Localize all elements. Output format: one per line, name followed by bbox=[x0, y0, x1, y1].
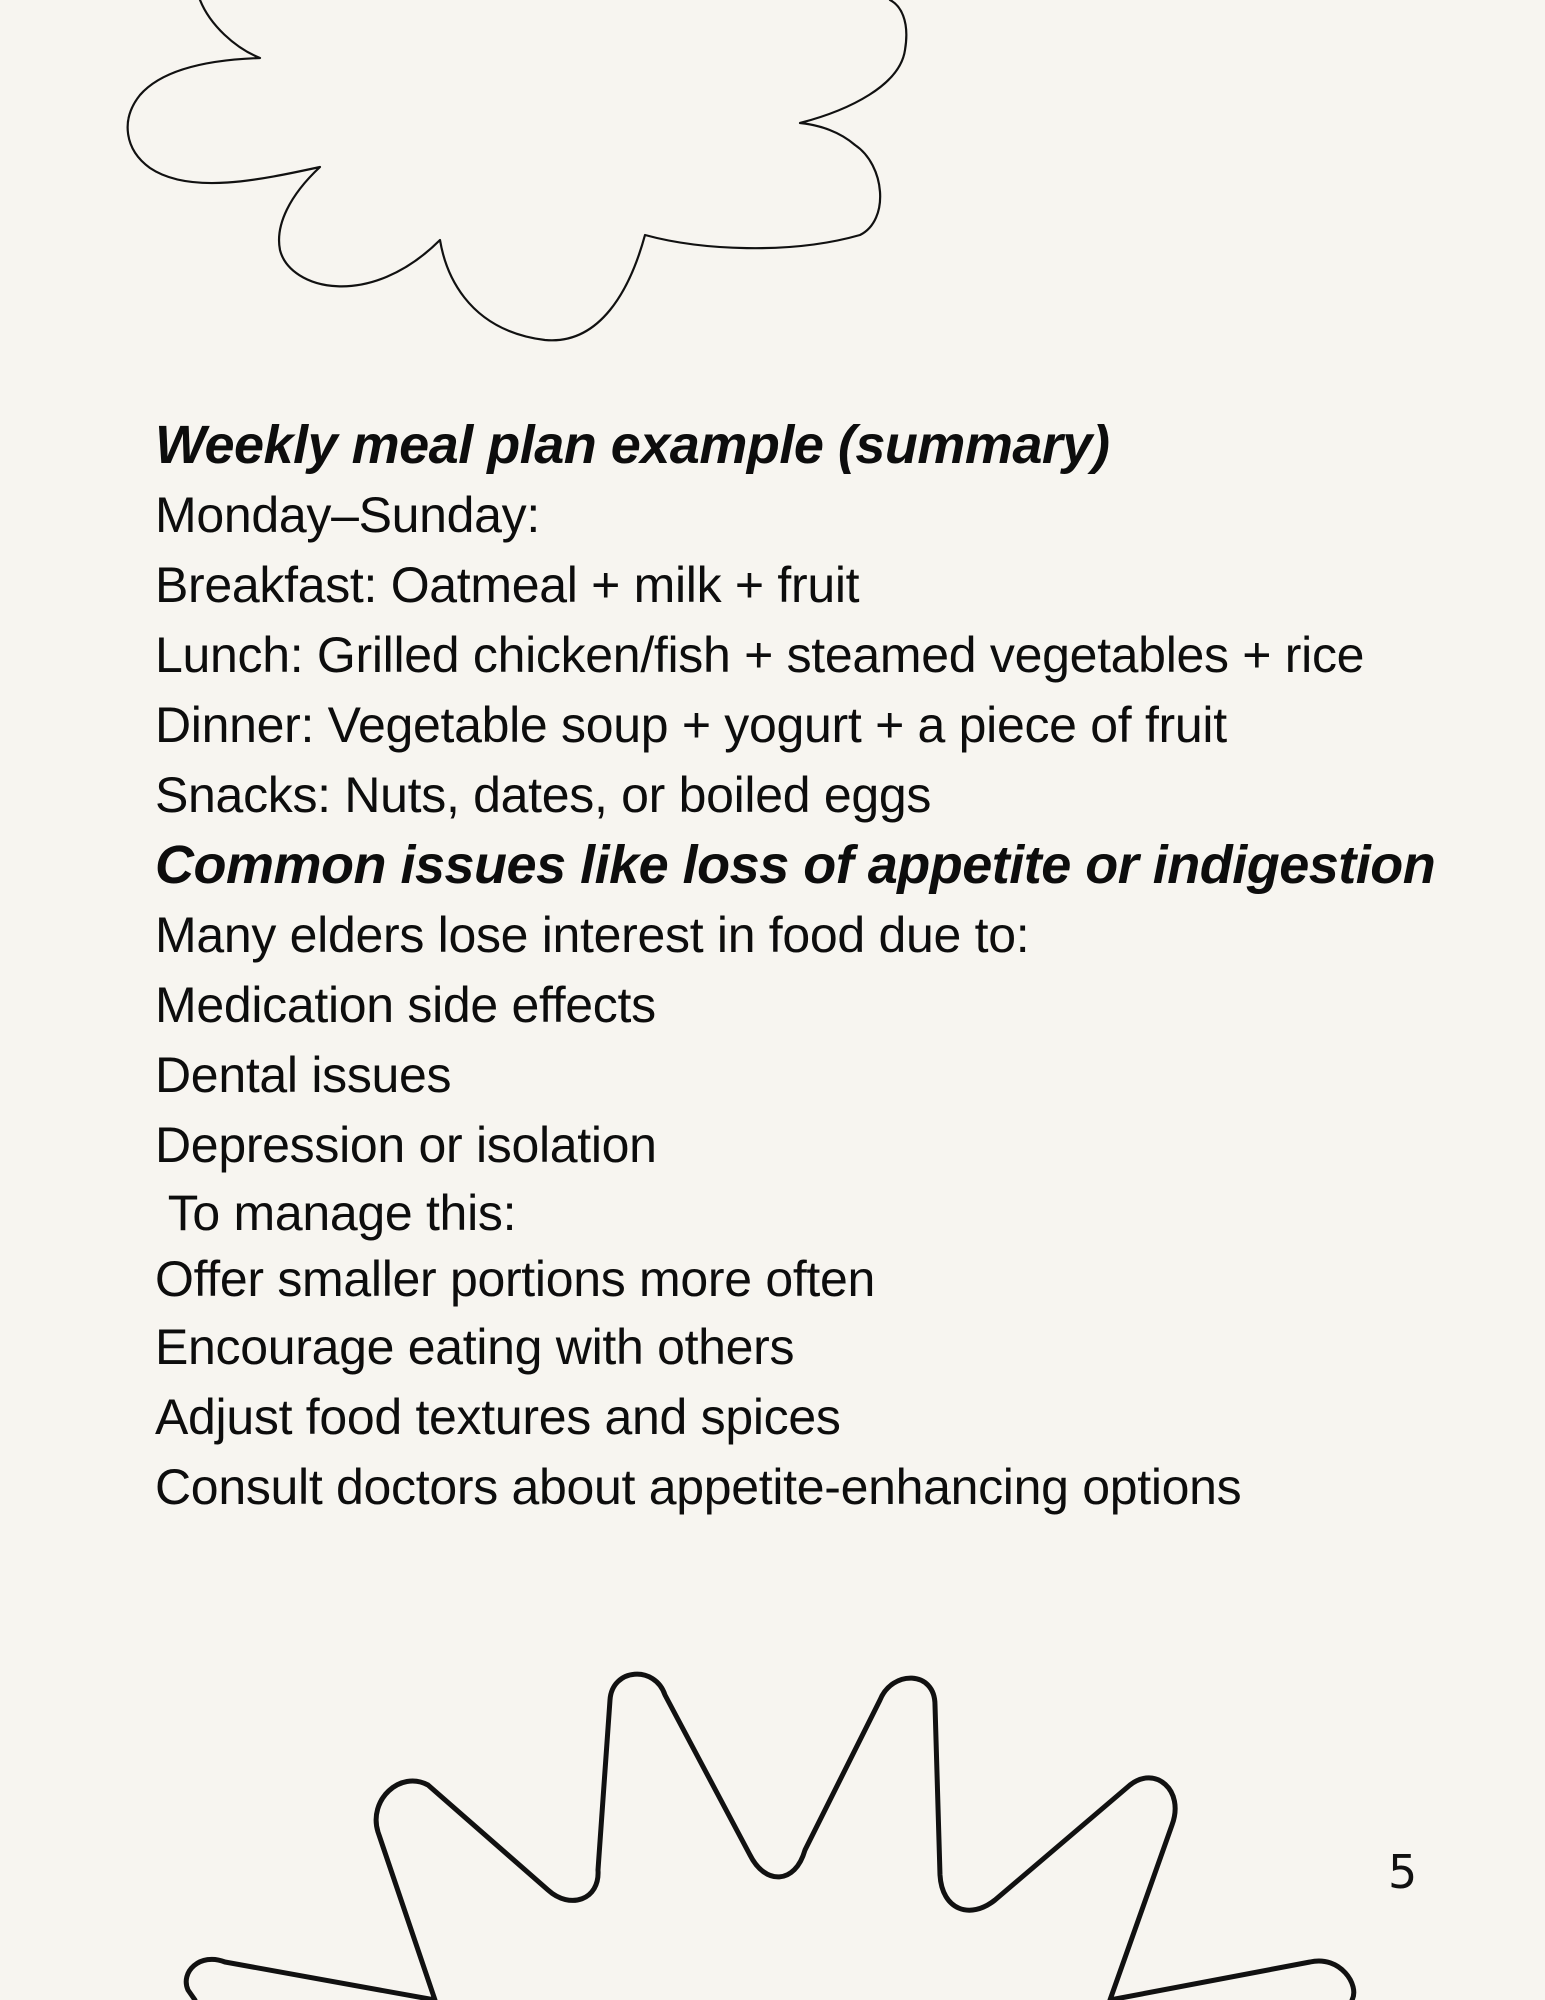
cause-item: Medication side effects bbox=[155, 977, 656, 1033]
page-number: 5 bbox=[1388, 1845, 1418, 1899]
document-body bbox=[155, 410, 1515, 1522]
meal-plan-line: Lunch: Grilled chicken/fish + steamed vegetables + rice bbox=[155, 627, 1365, 683]
manage-intro: To manage this: bbox=[155, 1185, 517, 1241]
flower-outline-icon bbox=[128, 0, 907, 340]
issues-intro: Many elders lose interest in food due to: bbox=[155, 907, 1030, 963]
meal-plan-heading: Weekly meal plan example (summary) bbox=[155, 415, 1110, 475]
meal-plan-line: Snacks: Nuts, dates, or boiled eggs bbox=[155, 767, 932, 823]
meal-plan-line: Dinner: Vegetable soup + yogurt + a piece of fruit bbox=[155, 697, 1227, 753]
meal-plan-line: Monday–Sunday: bbox=[155, 487, 540, 543]
tip-item: Offer smaller portions more often bbox=[155, 1251, 876, 1307]
tip-item: Adjust food textures and spices bbox=[155, 1389, 841, 1445]
cause-item: Depression or isolation bbox=[155, 1117, 657, 1173]
starburst-outline-icon bbox=[186, 1674, 1354, 2000]
issues-heading: Common issues like loss of appetite or indigestion bbox=[155, 835, 1436, 895]
meal-plan-line: Breakfast: Oatmeal + milk + fruit bbox=[155, 557, 860, 613]
cause-item: Dental issues bbox=[155, 1047, 452, 1103]
tip-item: Consult doctors about appetite-enhancing options bbox=[155, 1459, 1242, 1515]
tip-item: Encourage eating with others bbox=[155, 1319, 795, 1375]
